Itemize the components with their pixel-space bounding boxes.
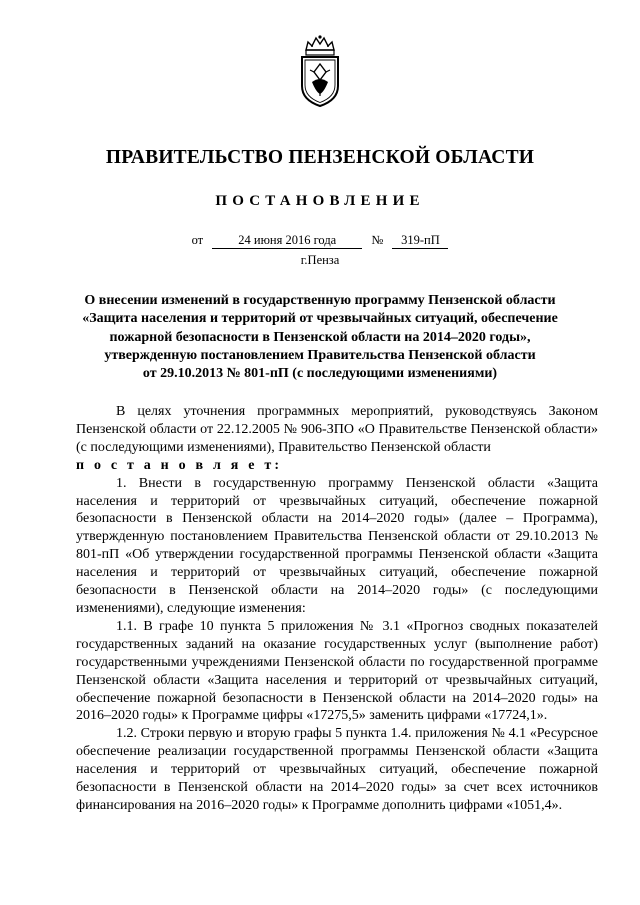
number-sign: № [371,233,384,247]
document-number: 319-пП [392,234,448,249]
title-line: от 29.10.2013 № 801-пП (с последующими изменениями) [142,366,498,382]
coat-of-arms-icon [298,34,342,108]
city: г.Пенза [300,253,340,267]
document-date: 24 июня 2016 года [212,234,362,249]
title-line: О внесении изменений в государственную программу Пензенской области [84,293,556,308]
document-type: ПОСТАНОВЛЕНИЕ [215,193,425,209]
title-line: «Защита населения и территорий от чрезвычайных ситуаций, обеспечение [82,311,558,327]
date-prefix: от [191,233,204,247]
title-line: утвержденную постановлением Правительства Пензенской области [104,347,536,363]
resolves-word: п о с т а н о в л я е т: [76,457,283,473]
paragraph-item-1: 1. Внести в государственную программу Пензенской области «Защита населения и территорий от чрезвычайных ситуаций, обеспечение пожарной безопасности в Пензенской области на 2014–2020 годы» (далее – Программа), утвержденную постановлением Правительства Пензенской области от 29.10.2013 № 801-пП «Об утверждении государственной программы Пензенской области «Защита населения и территорий от чрезвычайных ситуаций, обеспечение пожарной безопасности в Пензенской области на 2014–2020 годы» (с последующими изменениями), следующие изменения: [76,475,598,616]
date-number-line [0,232,640,249]
resolution-title [70,292,570,383]
document-body [76,403,598,815]
government-name: ПРАВИТЕЛЬСТВО ПЕНЗЕНСКОЙ ОБЛАСТИ [105,147,535,168]
resolves-line [76,457,598,475]
paragraph-item-1-2: 1.2. Строки первую и вторую графы 5 пункта 1.4. приложения № 4.1 «Ресурсное обеспечение реализации государственной программы Пензенской области «Защита населения и территорий от чрезвычайных ситуаций, обеспечение пожарной безопасности в Пензенской области на 2014–2020 годы» за счет всех источников финансирования на 2016–2020 годы» к Программе дополнить цифрами «1051,4». [76,726,598,813]
preamble-paragraph: В целях уточнения программных мероприятий, руководствуясь Законом Пензенской области от 22.12.2005 № 906-ЗПО «О Правительстве Пензенской области» (с последующими изменениями), Правительство Пензенской области [76,404,598,455]
title-line: пожарной безопасности в Пензенской области на 2014–2020 годы», [109,329,531,345]
paragraph-item-1-1: 1.1. В графе 10 пункта 5 приложения № 3.1 «Прогноз сводных показателей государственных заданий на оказание государственных услуг (выполнение работ) государственными учреждениями Пензенской области по государственной программе Пензенской области «Защита населения и территорий от чрезвычайных ситуаций, обеспечение пожарной безопасности в Пензенской области на 2014–2020 годы» на 2016–2020 годы» к Программе цифры «17275,5» заменить цифрами «17724,1». [76,618,598,724]
